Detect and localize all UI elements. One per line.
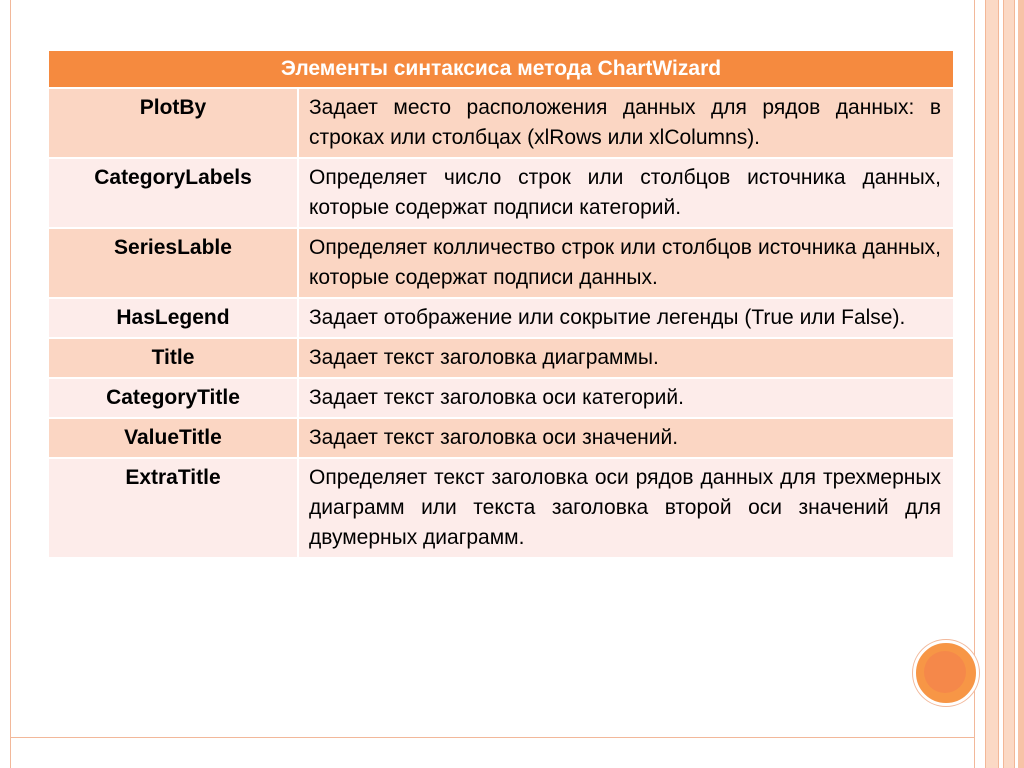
slide-frame-left xyxy=(10,0,11,768)
table-row xyxy=(49,418,953,458)
table-row xyxy=(49,298,953,338)
slide-frame-bottom xyxy=(10,737,975,738)
description-cell: Определяет число строк или столбцов источника данных, которые содержат подписи категорий. xyxy=(298,158,953,228)
term-cell: Title xyxy=(49,338,298,378)
description-cell: Задает текст заголовка оси значений. xyxy=(298,418,953,458)
decor-stripe xyxy=(1018,0,1024,768)
table-row xyxy=(49,228,953,298)
term-cell: HasLegend xyxy=(49,298,298,338)
term-cell: ValueTitle xyxy=(49,418,298,458)
table-header: Элементы синтаксиса метода ChartWizard xyxy=(49,51,953,88)
table-row xyxy=(49,338,953,378)
slide-frame-right xyxy=(974,0,975,768)
table-row xyxy=(49,458,953,558)
table-header-row xyxy=(49,51,953,88)
description-cell: Задает место расположения данных для рядов данных: в строках или столбцах (xlRows или xlColumns). xyxy=(298,88,953,158)
description-cell: Задает текст заголовка оси категорий. xyxy=(298,378,953,418)
term-cell: SeriesLable xyxy=(49,228,298,298)
decor-stripe xyxy=(1003,0,1015,768)
term-cell: PlotBy xyxy=(49,88,298,158)
table-row xyxy=(49,158,953,228)
table-row xyxy=(49,88,953,158)
description-cell: Задает отображение или сокрытие легенды (True или False). xyxy=(298,298,953,338)
term-cell: CategoryLabels xyxy=(49,158,298,228)
description-cell: Определяет колличество строк или столбцов источника данных, которые содержат подписи данных. xyxy=(298,228,953,298)
decor-stripe xyxy=(985,0,999,768)
term-cell: ExtraTitle xyxy=(49,458,298,558)
table-row xyxy=(49,378,953,418)
syntax-table xyxy=(49,51,953,559)
description-cell: Определяет текст заголовка оси рядов данных для трехмерных диаграмм или текста заголовка второй оси значений для двумерных диаграмм. xyxy=(298,458,953,558)
term-cell: CategoryTitle xyxy=(49,378,298,418)
description-cell: Задает текст заголовка диаграммы. xyxy=(298,338,953,378)
decor-circle-inner xyxy=(924,651,966,693)
